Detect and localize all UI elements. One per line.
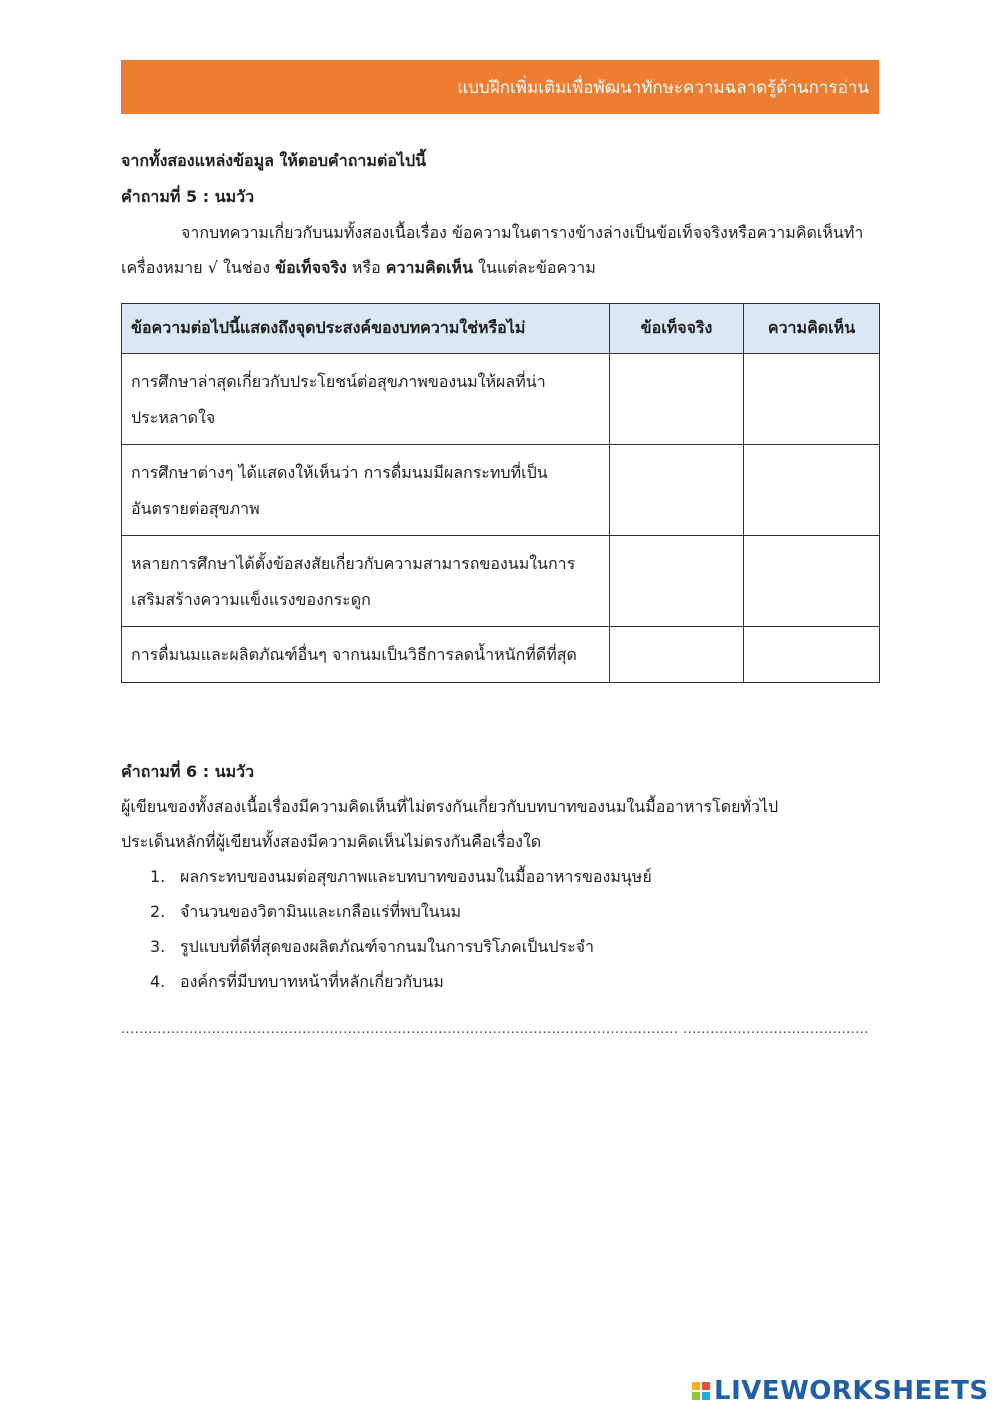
statement-line: หลายการศึกษาได้ตั้งข้อสงสัยเกี่ยวกับความสามารถของนมในการ bbox=[131, 554, 576, 573]
statement-cell bbox=[122, 445, 610, 536]
header-statement: ข้อความต่อไปนี้แสดงถึงจุดประสงค์ของบทความใช่หรือไม่ bbox=[122, 304, 610, 354]
answer-line[interactable]: ........................................................................................................................... ......................................... bbox=[121, 1022, 869, 1037]
table-row bbox=[122, 536, 880, 627]
statement-line: การศึกษาต่างๆ ได้แสดงให้เห็นว่า การดื่มนมมีผลกระทบที่เป็น bbox=[131, 463, 548, 482]
table-row bbox=[122, 354, 880, 445]
q5-instruction-opinion: ความคิดเห็น bbox=[385, 258, 474, 277]
table-row bbox=[122, 445, 880, 536]
table-row bbox=[122, 627, 880, 683]
option-item bbox=[150, 897, 652, 932]
q5-instruction-part-a: เครื่องหมาย √ ในช่อง bbox=[121, 258, 276, 277]
header-opinion: ความคิดเห็น bbox=[744, 304, 880, 354]
option-item bbox=[150, 932, 652, 967]
q5-instruction-part-e: ในแต่ละข้อความ bbox=[473, 258, 596, 277]
option-text: จำนวนของวิตามินและเกลือแร่ที่พบในนม bbox=[180, 902, 462, 921]
statement-cell bbox=[122, 536, 610, 627]
q5-title: คำถามที่ 5 : นมวัว bbox=[121, 187, 255, 206]
q6-line1: ผู้เขียนของทั้งสองเนื้อเรื่องมีความคิดเห็นที่ไม่ตรงกันเกี่ยวกับบทบาทของนมในมื้ออาหารโดยทั่วไป bbox=[121, 797, 779, 816]
option-text: ผลกระทบของนมต่อสุขภาพและบทบาทของนมในมื้ออาหารของมนุษย์ bbox=[180, 867, 652, 886]
logo-text: LIVEWORKSHEETS bbox=[714, 1376, 989, 1406]
option-text: รูปแบบที่ดีที่สุดของผลิตภัณฑ์จากนมในการบริโภคเป็นประจำ bbox=[180, 937, 595, 956]
logo-square bbox=[702, 1382, 710, 1390]
opinion-check-cell[interactable] bbox=[744, 445, 880, 536]
q5-instruction-fact: ข้อเท็จจริง bbox=[275, 258, 347, 277]
statement-line: การดื่มนมและผลิตภัณฑ์อื่นๆ จากนมเป็นวิธีการลดน้ำหนักที่ดีที่สุด bbox=[131, 645, 577, 664]
fact-check-cell[interactable] bbox=[610, 627, 744, 683]
option-item bbox=[150, 967, 652, 1002]
option-number: 3. bbox=[150, 937, 166, 956]
logo-square bbox=[702, 1392, 710, 1400]
fact-opinion-table bbox=[121, 303, 880, 683]
option-number: 1. bbox=[150, 867, 166, 886]
statement-line: การศึกษาล่าสุดเกี่ยวกับประโยชน์ต่อสุขภาพของนมให้ผลที่น่า bbox=[131, 372, 546, 391]
opinion-check-cell[interactable] bbox=[744, 536, 880, 627]
fact-check-cell[interactable] bbox=[610, 536, 744, 627]
statement-cell bbox=[122, 627, 610, 683]
fact-check-cell[interactable] bbox=[610, 354, 744, 445]
logo-grid-icon bbox=[692, 1382, 710, 1400]
statement-cell bbox=[122, 354, 610, 445]
liveworksheets-logo bbox=[692, 1374, 989, 1408]
q6-title: คำถามที่ 6 : นมวัว bbox=[121, 762, 255, 781]
header-band bbox=[121, 60, 879, 114]
q6-line2: ประเด็นหลักที่ผู้เขียนทั้งสองมีความคิดเห็นไม่ตรงกันคือเรื่องใด bbox=[121, 832, 542, 851]
logo-square bbox=[692, 1382, 700, 1390]
q5-instruction-part-c: หรือ bbox=[346, 258, 386, 277]
statement-line: เสริมสร้างความแข็งแรงของกระดูก bbox=[131, 590, 371, 609]
table-header-row bbox=[122, 304, 880, 354]
statement-line: ประหลาดใจ bbox=[131, 408, 216, 427]
opinion-check-cell[interactable] bbox=[744, 354, 880, 445]
fact-check-cell[interactable] bbox=[610, 445, 744, 536]
header-title: แบบฝึกเพิ่มเติมเพื่อพัฒนาทักษะความฉลาดรู้ด้านการอ่าน bbox=[457, 77, 869, 98]
option-number: 4. bbox=[150, 972, 166, 991]
option-item bbox=[150, 862, 652, 897]
logo-square bbox=[692, 1392, 700, 1400]
option-number: 2. bbox=[150, 902, 166, 921]
q5-instruction-line2 bbox=[121, 256, 596, 280]
intro-text: จากทั้งสองแหล่งข้อมูล ให้ตอบคำถามต่อไปนี้ bbox=[121, 151, 427, 170]
opinion-check-cell[interactable] bbox=[744, 627, 880, 683]
statement-line: อันตรายต่อสุขภาพ bbox=[131, 499, 260, 518]
q6-options-list bbox=[150, 862, 652, 1002]
header-fact: ข้อเท็จจริง bbox=[610, 304, 744, 354]
q5-instruction-line1: จากบทความเกี่ยวกับนมทั้งสองเนื้อเรื่อง ข้อความในตารางข้างล่างเป็นข้อเท็จจริงหรือความคิดเห็นทำ bbox=[181, 223, 864, 242]
option-text: องค์กรที่มีบทบาทหน้าที่หลักเกี่ยวกับนม bbox=[180, 972, 444, 991]
